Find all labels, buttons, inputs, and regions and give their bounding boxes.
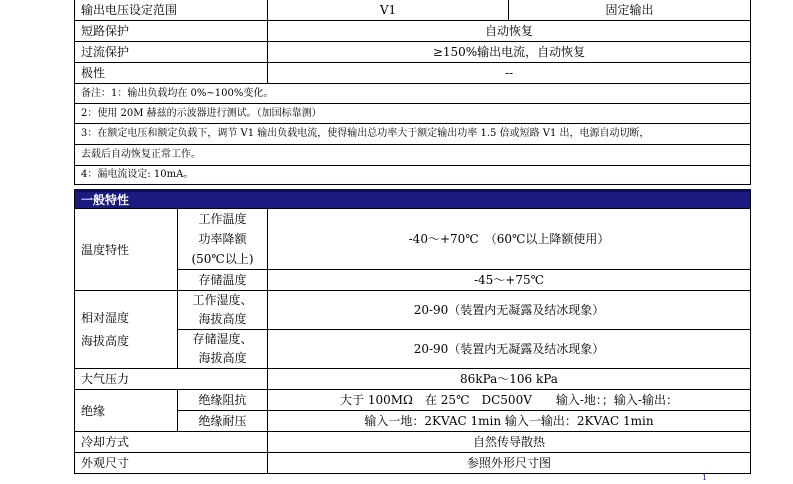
- section-title: 一般特性: [75, 191, 751, 209]
- note-text: 4：漏电流设定: 10mA。: [75, 166, 751, 185]
- table-row: [75, 209, 751, 270]
- table-row: [75, 63, 751, 84]
- row-label-line: 相对湿度: [81, 310, 130, 325]
- sub-label-line: 海拔高度: [198, 351, 247, 365]
- cell-value: -40～+70℃ （60℃以上降额使用）: [268, 209, 751, 270]
- note-text: 2：使用 20M 赫兹的示波器进行测试。（加国标靠测）: [75, 104, 751, 124]
- row-label: 冷却方式: [75, 432, 268, 453]
- sub-label: [178, 209, 268, 270]
- sub-label: [178, 291, 268, 330]
- cell-value: --: [268, 63, 751, 84]
- cell-value: -45～+75℃: [268, 270, 751, 291]
- cell-value: 自然传导散热: [268, 432, 751, 453]
- cell-value: 20-90（装置内无凝露及结冰现象）: [268, 291, 751, 330]
- table-row: [75, 0, 751, 21]
- note-text: 备注：1：输出负载均在 0%~100%变化。: [75, 84, 751, 104]
- row-label: 短路保护: [75, 21, 268, 42]
- row-label: 外观尺寸: [75, 453, 268, 474]
- note-row: [75, 145, 751, 166]
- cell-value: 输入一地：2KVAC 1min 输入一输出：2KVAC 1min: [268, 411, 751, 432]
- sub-label-line: 存储湿度、: [192, 332, 253, 346]
- sub-label-line: (50℃以上): [191, 252, 254, 266]
- table-row: [75, 42, 751, 63]
- page-number: 1: [702, 473, 708, 482]
- note-row: [75, 166, 751, 185]
- sub-label: 绝缘耐压: [178, 411, 268, 432]
- cell-value: ≥150%输出电流，自动恢复: [268, 42, 751, 63]
- note-text: 3：在额定电压和额定负载下，调节 V1 输出负载电流，使得输出总功率大于额定输出功率 1.5 倍或短路 V1 出，电源自动切断，: [75, 124, 751, 145]
- sub-label-line: 工作湿度、: [192, 293, 253, 307]
- note-text: 去载后自动恢复正常工作。: [75, 145, 751, 166]
- section-header: [75, 191, 751, 209]
- row-label: 过流保护: [75, 42, 268, 63]
- row-label-line: 海拔高度: [81, 333, 130, 348]
- sub-label-line: 功率降额: [198, 232, 247, 246]
- table-row: [75, 21, 751, 42]
- row-label: 输出电压设定范围: [75, 0, 268, 21]
- row-label: 绝缘: [75, 390, 178, 432]
- note-row: [75, 84, 751, 104]
- sub-label: 绝缘阻抗: [178, 390, 268, 411]
- table-row: [75, 369, 751, 390]
- row-label: 极性: [75, 63, 268, 84]
- cell-value: 自动恢复: [268, 21, 751, 42]
- row-label: 大气压力: [75, 369, 268, 390]
- sub-label-line: 工作温度: [198, 212, 247, 226]
- row-label: 温度特性: [75, 209, 178, 291]
- cell-value: 20-90（装置内无凝露及结冰现象）: [268, 330, 751, 369]
- cell-value: V1: [268, 0, 509, 21]
- cell-value: 固定输出: [509, 0, 751, 21]
- note-row: [75, 104, 751, 124]
- row-label: [75, 291, 178, 369]
- sub-label: [178, 330, 268, 369]
- table-row: [75, 291, 751, 330]
- cell-value: 大于 100MΩ 在 25℃ DC500V 输入-地：；输入-输出：: [268, 390, 751, 411]
- table-row: [75, 453, 751, 474]
- cell-value: 参照外形尺寸图: [268, 453, 751, 474]
- sub-label: 存储温度: [178, 270, 268, 291]
- spec-table-general: [74, 189, 751, 474]
- table-row: [75, 432, 751, 453]
- cell-value: 86kPa～106 kPa: [268, 369, 751, 390]
- spec-table-output: [74, 0, 751, 185]
- table-row: [75, 390, 751, 411]
- sub-label-line: 海拔高度: [198, 312, 247, 326]
- note-row: [75, 124, 751, 145]
